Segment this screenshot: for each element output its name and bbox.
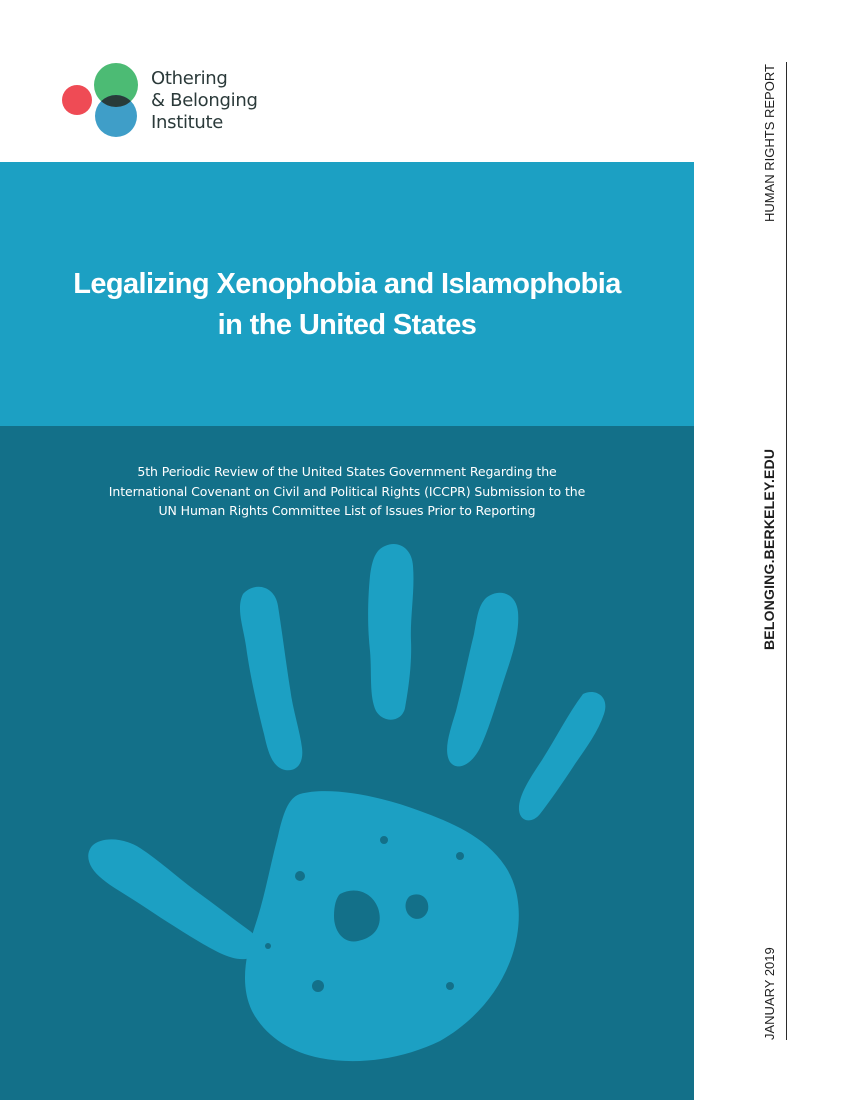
subtitle-line-3: UN Human Rights Committee List of Issues Prior to Reporting <box>158 503 536 518</box>
cover-image-band <box>0 426 694 1100</box>
report-type-label: HUMAN RIGHTS REPORT <box>762 64 777 222</box>
title-band <box>0 162 694 426</box>
subtitle-line-2: International Covenant on Civil and Political Rights (ICCPR) Submission to the <box>108 483 586 499</box>
title-line-2: in the United States <box>217 309 477 341</box>
report-date: JANUARY 2019 <box>762 947 777 1040</box>
subtitle-line-1: 5th Periodic Review of the United States Government Regarding the <box>137 464 557 479</box>
logo-line-1: Othering <box>151 68 228 89</box>
logo-line-2: & Belonging <box>151 90 258 111</box>
report-title <box>0 264 694 346</box>
report-subtitle <box>40 462 654 521</box>
handprint-icon <box>0 426 694 1100</box>
institute-name <box>151 68 258 134</box>
spine-divider <box>786 62 787 1040</box>
institute-logo <box>60 60 280 140</box>
othering-belonging-circles-icon <box>60 60 140 140</box>
title-line-1: Legalizing Xenophobia and Islamophobia <box>73 268 621 300</box>
logo-line-3: Institute <box>151 112 224 133</box>
website-link[interactable]: BELONGING.BERKELEY.EDU <box>761 448 777 650</box>
